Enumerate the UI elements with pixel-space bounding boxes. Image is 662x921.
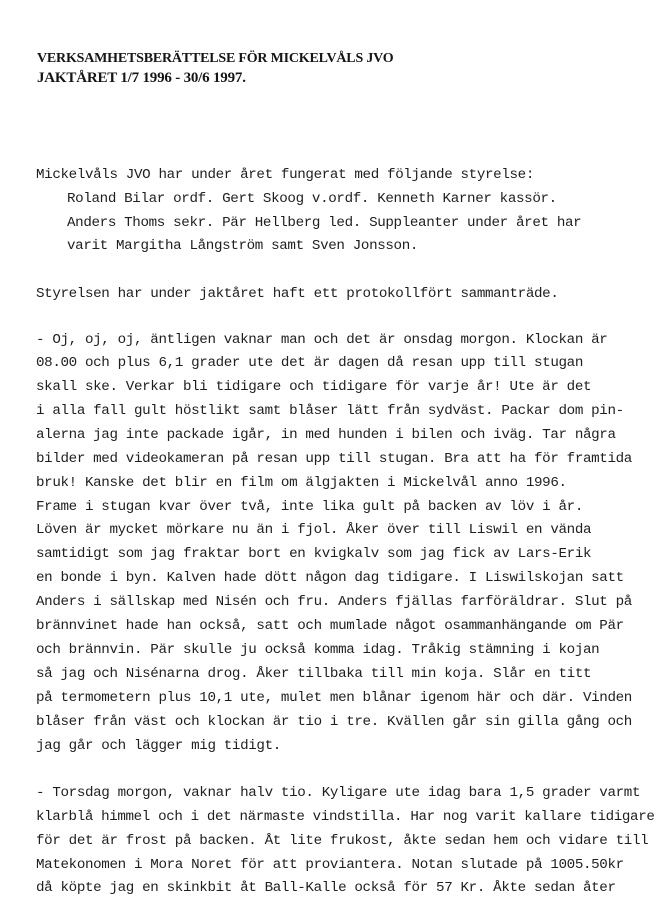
text-line: på termometern plus 10,1 ute, mulet men blånar igenom här och där. Vinden [36,690,632,706]
text-line: och brännvin. Pär skulle ju också komma idag. Tråkig stämning i kojan [36,642,600,658]
text-line: skall ske. Verkar bli tidigare och tidigare för varje år! Ute är det [36,379,592,395]
document-subtitle: JAKTÅRET 1/7 1996 - 30/6 1997. [37,70,246,86]
text-line: så jag och Nisénarna drog. Åker tillbaka till min koja. Slår en titt [36,666,592,682]
document-title: VERKSAMHETSBERÄTTELSE FÖR MICKELVÅLS JVO [37,51,394,66]
text-line: bruk! Kanske det blir en film om älgjakten i Mickelvål anno 1996. [36,475,567,491]
text-line: 08.00 och plus 6,1 grader ute det är dagen då resan upp till stugan [36,355,583,371]
text-line: en bonde i byn. Kalven hade dött någon dag tidigare. I Liswilskojan satt [36,570,624,586]
text-line: jag går och lägger mig tidigt. [36,738,281,754]
text-line: Frame i stugan kvar över två, inte lika gult på backen av löv i år. [36,499,583,515]
text-line: i alla fall gult höstlikt samt blåser lätt från sydväst. Packar dom pin- [36,403,624,419]
text-line: för det är frost på backen. Åt lite frukost, åkte sedan hem och vidare till [36,833,649,849]
text-line: brännvinet hade han också, satt och mumlade något osammanhängande om Pär [36,618,624,634]
text-line: Matekonomen i Mora Noret för att proviantera. Notan slutade på 1005.50kr [36,857,624,873]
text-line: varit Margitha Långström samt Sven Jonsson. [67,238,419,254]
text-line: blåser från väst och klockan är tio i tre. Kvällen går sin gilla gång och [36,714,632,730]
text-line: Löven är mycket mörkare nu än i fjol. Åker över till Liswil en vända [36,522,592,538]
text-line: då köpte jag en skinkbit åt Ball-Kalle också för 57 Kr. Åkte sedan åter [36,880,616,896]
text-line: klarblå himmel och i det närmaste vindstilla. Har nog varit kallare tidigare [36,809,655,825]
text-line: - Oj, oj, oj, äntligen vaknar man och det är onsdag morgon. Klockan är [36,332,608,348]
text-line: Styrelsen har under jaktåret haft ett protokollfört sammanträde. [36,286,559,302]
text-line: Mickelvåls JVO har under året fungerat med följande styrelse: [36,167,534,183]
text-line: samtidigt som jag fraktar bort en kvigkalv som jag fick av Lars-Erik [36,546,592,562]
text-line: bilder med videokameran på resan upp till stugan. Bra att ha för framtida [36,451,632,467]
text-line: - Torsdag morgon, vaknar halv tio. Kyligare ute idag bara 1,5 grader varmt [36,785,641,801]
text-line: alerna jag inte packade igår, in med hunden i bilen och iväg. Tar några [36,427,616,443]
text-line: Anders i sällskap med Nisén och fru. Anders fjällas farföräldrar. Slut på [36,594,632,610]
text-line: Roland Bilar ordf. Gert Skoog v.ordf. Kenneth Karner kassör. [67,191,557,207]
text-line: Anders Thoms sekr. Pär Hellberg led. Suppleanter under året har [67,215,582,231]
